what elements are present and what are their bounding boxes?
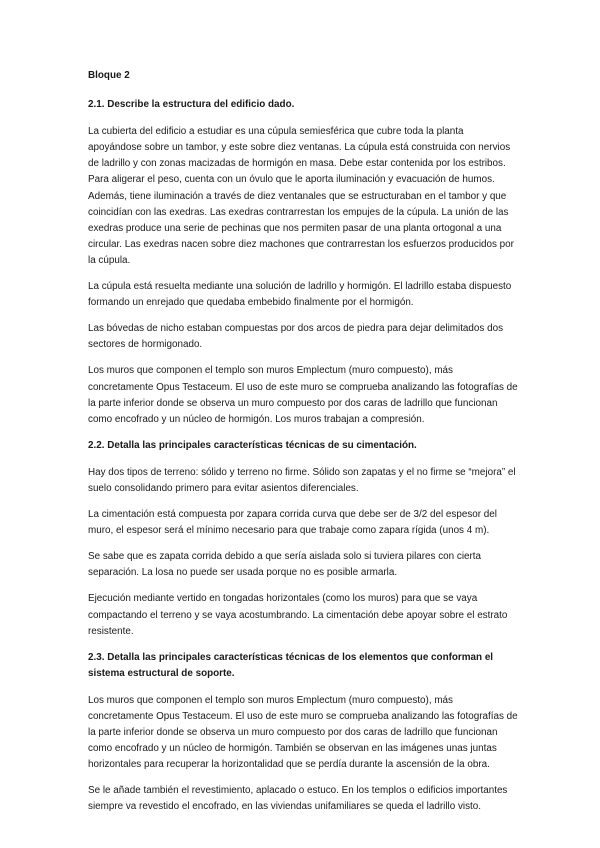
document-page: [88, 68, 520, 826]
paragraph: Los muros que componen el templo son muros Emplectum (muro compuesto), más concretamente Opus Testaceum. El uso de este muro se comprueba analizando las fotografías de la parte inferior donde se observa un muro compuesto por dos caras de ladrillo que funcionan como encofrado y un núcleo de hormigón. Los muros trabajan a compresión.: [88, 365, 518, 425]
paragraph: Se sabe que es zapata corrida debido a que sería aislada solo si tuviera pilares con cierta separación. La losa no puede ser usada porque no es posible armarla.: [88, 551, 482, 579]
paragraph: La cúpula está resuelta mediante una solución de ladrillo y hormigón. El ladrillo estaba dispuesto formando un enrejado que quedaba embebido finalmente por el hormigón.: [88, 281, 512, 309]
paragraph: Ejecución mediante vertido en tongadas horizontales (como los muros) para que se vaya compactando el terreno y se vaya acostumbrando. La cimentación debe apoyar sobre el estrato resistente.: [88, 593, 508, 637]
paragraph: La cimentación está compuesta por zapara corrida curva que debe ser de 3/2 del espesor del muro, el espesor será el mínimo necesario para que trabaje como zapara rígida (unos 4 m).: [88, 509, 497, 537]
paragraph: Los muros que componen el templo son muros Emplectum (muro compuesto), más concretamente Opus Testaceum. El uso de este muro se comprueba analizando las fotografías de la parte inferior donde se observa un muro compuesto por dos caras de ladrillo que funcionan como encofrado y un núcleo de hormigón. También se observan en las imágenes unas juntas horizontales para recuperar la horizontalidad que se perdía durante la ascensión de la obra.: [88, 694, 518, 771]
section-heading-2-1: 2.1. Describe la estructura del edificio dado.: [88, 99, 295, 111]
paragraph: Las bóvedas de nicho estaban compuestas por dos arcos de piedra para dejar delimitados dos sectores de hormigonado.: [88, 323, 504, 351]
document-title: Bloque 2: [88, 70, 130, 81]
paragraph: Hay dos tipos de terreno: sólido y terreno no firme. Sólido son zapatas y el no firme se “mejora” el suelo consolidando primero para evitar asientos diferenciales.: [88, 466, 516, 494]
section-heading-2-2: 2.2. Detalla las principales características técnicas de su cimentación.: [88, 439, 417, 451]
section-heading-2-3: 2.3. Detalla las principales características técnicas de los elementos que conforman el sistema estructural de soporte.: [88, 651, 494, 679]
paragraph: La cubierta del edificio a estudiar es una cúpula semiesférica que cubre toda la planta apoyándose sobre un tambor, y este sobre diez ventanas. La cúpula está construida con nervios de ladrillo y con zonas macizadas de hormigón en masa. Debe estar contenida por los estribos. Para aligerar el peso, cuenta con un óvulo que le aporta iluminación y evacuación de humos. Además, tiene iluminación a través de diez ventanales que se estructuraban en el tambor y que coincidían con las exedras. Las exedras contrarrestan los empujes de la cúpula. La unión de las exedras produce una serie de pechinas que nos permiten pasar de una planta ortogonal a una circular. Las exedras nacen sobre diez machones que contrarrestan los esfuerzos producidos por la cúpula.: [88, 126, 514, 266]
paragraph: Se le añade también el revestimiento, aplacado o estuco. En los templos o edificios importantes siempre va revestido el encofrado, en las viviendas unifamiliares se queda el ladrillo visto.: [88, 785, 508, 813]
